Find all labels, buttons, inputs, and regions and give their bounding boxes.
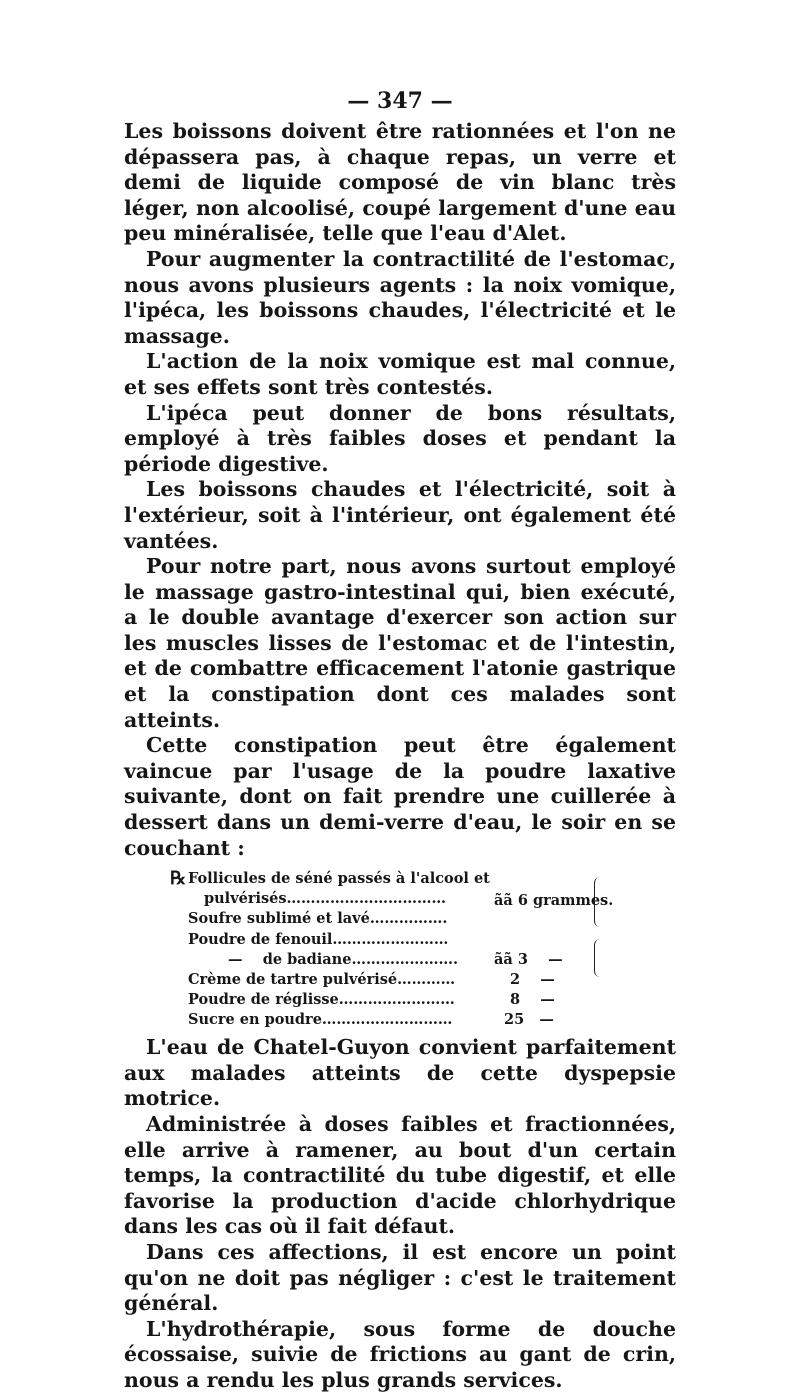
formula-line: Poudre de fenouil…………………… [188, 931, 449, 949]
paragraph: Administrée à doses faibles et fractionnées, elle arrive à ramener, au bout d'un certain temps, la contractilité du tube digestif, et elle favorise la production d'acide chlorhydrique dans les cas où il fait défaut. [124, 1112, 676, 1239]
paragraph: Cette constipation peut être également vaincue par l'usage de la poudre laxative suivante, dont on fait prendre une cuillerée à dessert dans un demi-verre d'eau, le soir en se couchant : [124, 733, 676, 860]
paragraph: L'ipéca peut donner de bons résultats, employé à très faibles doses et pendant la période digestive. [124, 400, 676, 476]
prescription-formula [124, 869, 676, 1031]
paragraph: Pour notre part, nous avons surtout employé le massage gastro-intestinal qui, bien exécuté, a le double avantage d'exercer son action sur les muscles lisses de l'estomac et de l'intestin, et de combattre efficacement l'atonie gastrique et la constipation dont ces malades sont atteints. [124, 554, 676, 732]
brace-icon [594, 939, 603, 977]
paragraph: L'eau de Chatel-Guyon convient parfaitement aux malades atteints de cette dyspepsie motrice. [124, 1035, 676, 1111]
paragraph: Pour augmenter la contractilité de l'estomac, nous avons plusieurs agents : la noix vomique, l'ipéca, les boissons chaudes, l'électricité et le massage. [124, 246, 676, 348]
paragraph: L'action de la noix vomique est mal connue, et ses effets sont très contestés. [124, 349, 676, 399]
formula-line: Sucre en poudre……………………… [188, 1011, 453, 1029]
formula-line: — de badiane…………………. [228, 951, 458, 969]
formula-line: Soufre sublimé et lavé……………. [188, 910, 448, 928]
paragraph: L'hydrothérapie, sous forme de douche écossaise, suivie de frictions au gant de crin, nous a rendu les plus grands services. [124, 1316, 676, 1392]
page-number: — 347 — [347, 88, 453, 114]
formula-line: Crème de tartre pulvérisé………… [188, 971, 456, 989]
formula-line: Follicules de séné passés à l'alcool et [188, 870, 490, 888]
paragraph: Les boissons chaudes et l'électricité, soit à l'extérieur, soit à l'intérieur, ont également été vantées. [124, 477, 676, 553]
body-text [124, 119, 676, 1394]
formula-line: Poudre de réglisse…………………… [188, 991, 455, 1009]
paragraph: Les boissons doivent être rationnées et l'on ne dépassera pas, à chaque repas, un verre et demi de liquide composé de vin blanc très léger, non alcoolisé, coupé largement d'une eau peu minéralisée, telle que l'eau d'Alet. [124, 119, 676, 246]
paragraph: Dans ces affections, il est encore un point qu'on ne doit pas négliger : c'est le traitement général. [124, 1239, 676, 1316]
formula-quantity: 8 — [510, 991, 555, 1009]
recipe-symbol-icon: ℞ [170, 868, 187, 890]
formula-quantity: 2 — [510, 971, 555, 989]
formula-quantity: 25 — [504, 1011, 554, 1029]
formula-quantity: ãã 3 — [494, 951, 563, 969]
formula-quantity: ãã 6 grammes. [494, 892, 614, 910]
formula-line: pulvérisés…………………………… [204, 890, 447, 908]
